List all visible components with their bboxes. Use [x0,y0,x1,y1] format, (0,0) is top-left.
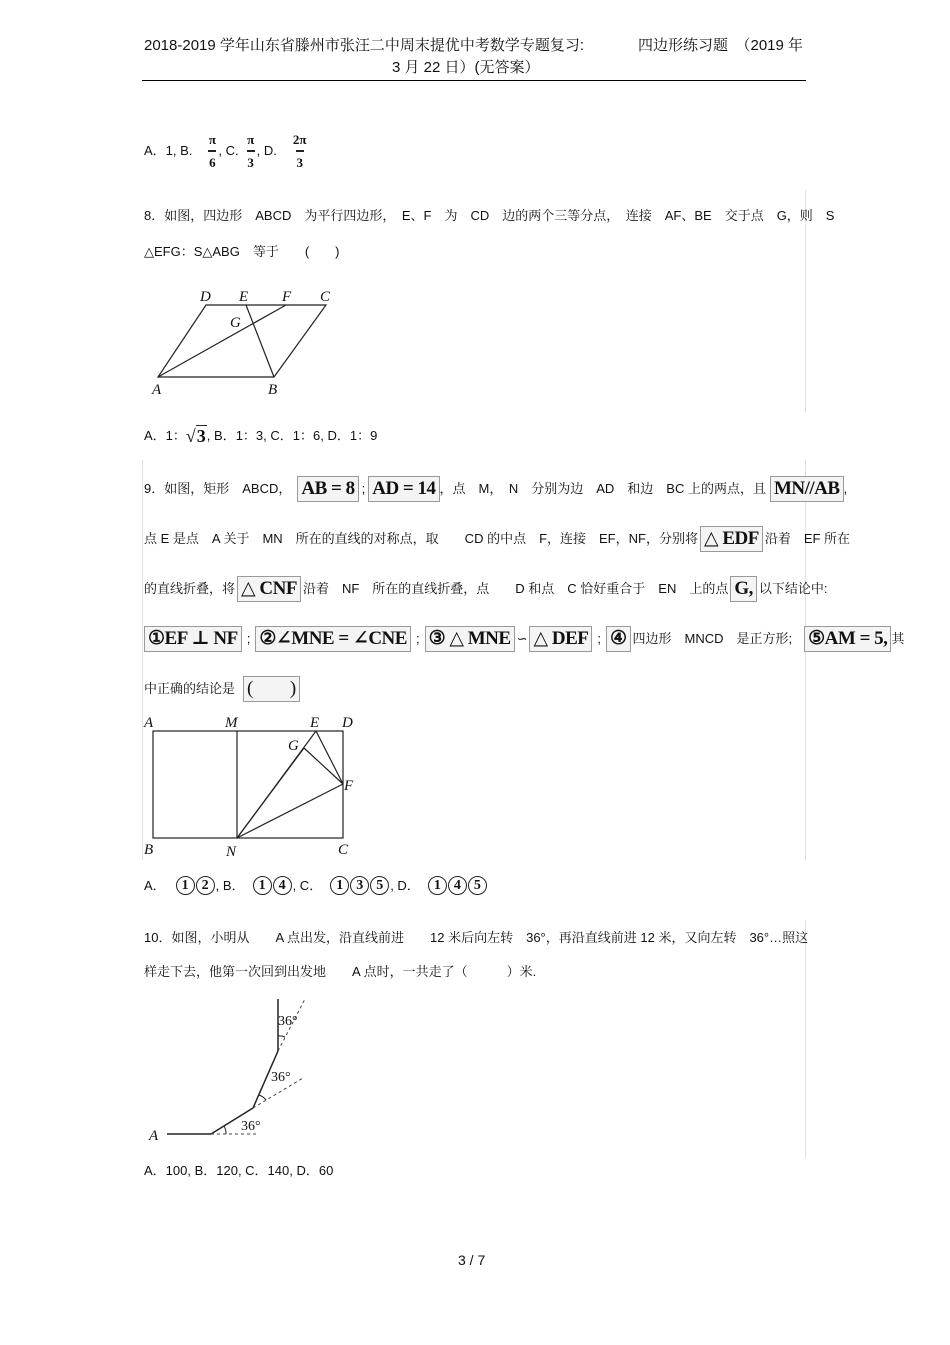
circled-number: 1 [176,876,195,895]
circled-number: 1 [330,876,349,895]
answer-paren: ( ) [243,676,300,702]
circled-number: 2 [196,876,215,895]
label-c: C [338,842,349,858]
statement-1: ①EF ⊥ NF [144,626,242,652]
circled-number: 4 [273,876,292,895]
q9-options: A． 1 2 , B． 1 4 , C． 1 3 5 , D． 1 4 5 [144,876,488,895]
formula-mn-parallel: MN//AB [770,476,844,502]
formula-ad: AD = 14 [368,476,439,502]
label-e: E [239,289,249,305]
q9-line5: 中正确的结论是 ( ) [144,676,300,702]
similar-symbol: ∽ [516,631,528,646]
label-f: F [282,289,292,305]
q9-line3: 的直线折叠，将 △ CNF 沿着 NF 所在的直线折叠，点 D 和点 C 恰好重合于 EN 上的点 G, 以下结论中: [144,576,827,602]
label-e: E [310,715,320,731]
circled-number: 3 [350,876,369,895]
circled-number: 1 [253,876,272,895]
label-g: G [288,738,299,754]
q9-line2: 点 E 是点 A 关于 MN 所在的直线的对称点，取 CD 的中点 F，连接 EF，NF，分别将 △ EDF 沿着 EF 所在 [144,526,850,552]
q8-line2: △EFG：S△ABG 等于 ( ) [144,244,340,259]
label-g: G [230,315,241,331]
statement-3: ③ △ MNE [425,626,515,652]
segment-ng [237,748,304,838]
statement-2: ②∠MNE = ∠CNE [255,626,411,652]
formula-point-g: G, [730,576,757,602]
label-n: N [226,844,237,860]
q10-walking-path-figure [145,995,315,1150]
q7-option-d: , D. [256,143,277,158]
page-number: 3 / 7 [458,1252,486,1268]
angle-label-2: 36° [271,1070,291,1085]
q10-options: A．100, B．120, C．140, D．60 [144,1163,334,1178]
segment-ef [316,731,343,784]
q10-line1: 10．如图，小明从 A 点出发，沿直线前进 12 米后向左转 36°，再沿直线前进 12 米，又向左转 36°…照这 [144,930,809,945]
q8-options: A．1： √3 , B．1：3, C．1：6, D．1：9 [144,426,378,446]
segment-nf [237,784,343,838]
border-line [805,460,806,860]
circled-number: 5 [370,876,389,895]
angle-label-1: 36° [241,1119,261,1134]
q7-fraction-b: $\frac{\pi}{6}$ [208,132,216,170]
angle-label-3: 36° [278,1014,298,1029]
formula-ab: AB = 8 [297,476,358,502]
sqrt-symbol: √3 [185,426,206,446]
circled-number: 5 [468,876,487,895]
q10-line2: 样走下去，他第一次回到出发地 A 点时，一共走了（ ）米. [144,964,537,979]
label-f: F [344,778,354,794]
label-a: A [149,1128,159,1144]
statement-3b: △ DEF [529,626,592,652]
statement-5: ⑤AM = 5, [804,626,891,652]
label-b: B [144,842,154,858]
label-c: C [320,289,331,305]
label-d: D [342,715,353,731]
segment-be [246,305,274,377]
header-line2: 3 月 22 日）(无答案） [392,59,540,76]
label-m: M [225,715,238,731]
formula-triangle-cnf: △ CNF [237,576,301,602]
walking-path [167,999,278,1134]
circled-number: 1 [428,876,447,895]
q7-fraction-c: $\frac{\pi}{3}$ [247,132,255,170]
q7-options [144,133,309,169]
rectangle-abcd [153,731,343,838]
angle-arc-2 [259,1095,266,1100]
label-a: A [144,715,154,731]
angle-arc-1 [224,1126,226,1134]
border-line [805,920,806,1158]
q9-line1: 9．如图，矩形 ABCD， AB = 8 ; AD = 14 ，点 M， N 分别为边 AD 和边 BC 上的两点，且 MN//AB , [144,476,847,502]
circled-number: 4 [448,876,467,895]
header-line1-right: 四边形练习题 （2019 年 [638,37,804,54]
q8-parallelogram-figure [150,285,340,400]
segment-af [158,305,286,377]
segment-gf [304,748,343,784]
header-rule [142,80,806,81]
header-line1-left: 2018-2019 学年山东省滕州市张汪二中周末提优中考数学专题复习: [144,37,585,54]
angle-arc-3 [278,1036,285,1037]
statement-4: ④ [606,626,631,652]
q7-fraction-d: $\frac{2\pi}{3}$ [292,132,307,170]
q7-option-c: , C. [218,143,239,158]
formula-triangle-edf: △ EDF [700,526,763,552]
label-d: D [200,289,211,305]
parallelogram-abcd [158,305,326,377]
q9-rectangle-figure [140,710,365,862]
label-b: B [268,382,278,398]
q8-line1: 8．如图，四边形 ABCD 为平行四边形， E、F 为 CD 边的两个三等分点， 连接 AF、BE 交于点 G，则 S [144,208,835,223]
label-a: A [152,382,162,398]
q9-statements: ①EF ⊥ NF ; ②∠MNE = ∠CNE ; ③ △ MNE ∽ △ DEF ; ④ 四边形 MNCD 是正方形; ⑤AM = 5, 其 [144,626,904,652]
q7-option-a: A．1, B. [144,143,193,158]
